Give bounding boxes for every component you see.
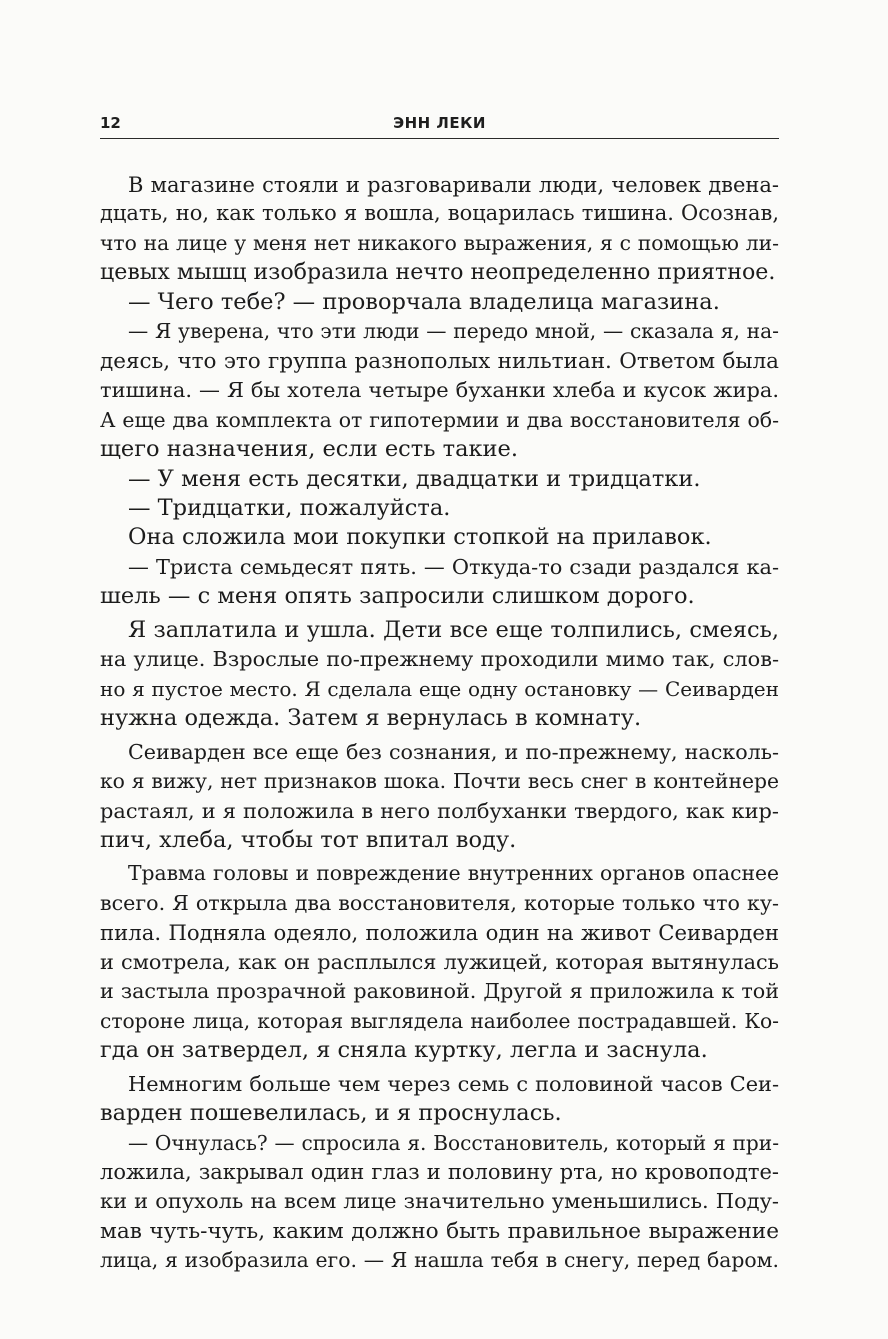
text-line: Травма головы и повреждение внутренних органов опаснее	[128, 861, 779, 886]
text-line: растаял, и я положила в него полбуханки твердого, как кир-	[100, 798, 779, 823]
text-line: шель — с меня опять запросили слишком дорого.	[100, 583, 695, 610]
text-line: нужна одежда. Затем я вернулась в комнату.	[100, 705, 642, 732]
text-line: Немногим больше чем через семь с половиной часов Сеи-	[128, 1071, 779, 1096]
text-line: лица, я изобразила его. — Я нашла тебя в снегу, перед баром.	[100, 1248, 779, 1273]
text-line: пич, хлеба, чтобы тот впитал воду.	[100, 826, 517, 853]
text-line: — Очнулась? — спросила я. Восстановитель, который я при-	[128, 1130, 779, 1155]
text-line: цевых мышц изобразила нечто неопределенно приятное.	[100, 259, 776, 286]
text-line: В магазине стояли и разговаривали люди, человек двена-	[128, 172, 779, 197]
text-line: всего. Я открыла два восстановителя, которые только что ку-	[100, 890, 779, 915]
body-text	[100, 170, 779, 1276]
running-head	[100, 112, 779, 139]
text-line: А еще два комплекта от гипотермии и два восстановителя об-	[100, 407, 779, 432]
text-line: Сеиварден все еще без сознания, и по-прежнему, насколь-	[128, 739, 779, 764]
text-line: и застыла прозрачной раковиной. Другой я приложила к той	[100, 979, 779, 1004]
text-line: стороне лица, которая выглядела наиболее пострадавшей. Ко-	[100, 1008, 779, 1033]
text-line: мав чуть-чуть, каким должно быть правильное выражение	[100, 1218, 779, 1244]
text-line: дцать, но, как только я вошла, воцарилась тишина. Осознав,	[100, 201, 779, 226]
text-line: — Я уверена, что эти люди — передо мной, — сказала я, на-	[128, 319, 779, 344]
text-line: деясь, что это группа разнополых нильтиан. Ответом была	[100, 348, 779, 374]
text-line: ки и опухоль на всем лице значительно уменьшились. Поду-	[100, 1189, 779, 1214]
page-number: 12	[100, 114, 121, 132]
text-line: Она сложила мои покупки стопкой на прилавок.	[128, 524, 712, 551]
text-line: но я пустое место. Я сделала еще одну остановку — Сеиварден	[100, 676, 779, 701]
text-line: — У меня есть десятки, двадцатки и тридцатки.	[128, 465, 701, 492]
text-line: Я заплатила и ушла. Дети все еще толпились, смеясь,	[128, 616, 779, 643]
text-line: ложила, закрывал один глаз и половину рта, но кровоподте-	[100, 1159, 779, 1184]
text-line: — Триста семьдесят пять. — Откуда-то сзади раздался ка-	[128, 554, 779, 579]
author-name: ЭНН ЛЕКИ	[393, 114, 486, 132]
text-line: щего назначения, если есть такие.	[100, 436, 519, 463]
text-line: гда он затвердел, я сняла куртку, легла и заснула.	[100, 1037, 708, 1064]
text-line: на улице. Взрослые по-прежнему проходили мимо так, слов-	[100, 647, 779, 672]
text-line: и смотрела, как он расплылся лужицей, которая вытянулась	[100, 949, 779, 974]
text-line: — Чего тебе? — проворчала владелица магазина.	[128, 288, 720, 315]
text-line: что на лице у меня нет никакого выражения, я с помощью ли-	[100, 230, 779, 255]
text-line: ко я вижу, нет признаков шока. Почти весь снег в контейнере	[100, 769, 779, 794]
text-line: варден пошевелилась, и я проснулась.	[100, 1100, 562, 1127]
text-line: пила. Подняла одеяло, положила один на живот Сеиварден	[100, 920, 779, 946]
text-line: — Тридцатки, пожалуйста.	[128, 494, 451, 521]
text-line: тишина. — Я бы хотела четыре буханки хлеба и кусок жира.	[100, 378, 779, 403]
